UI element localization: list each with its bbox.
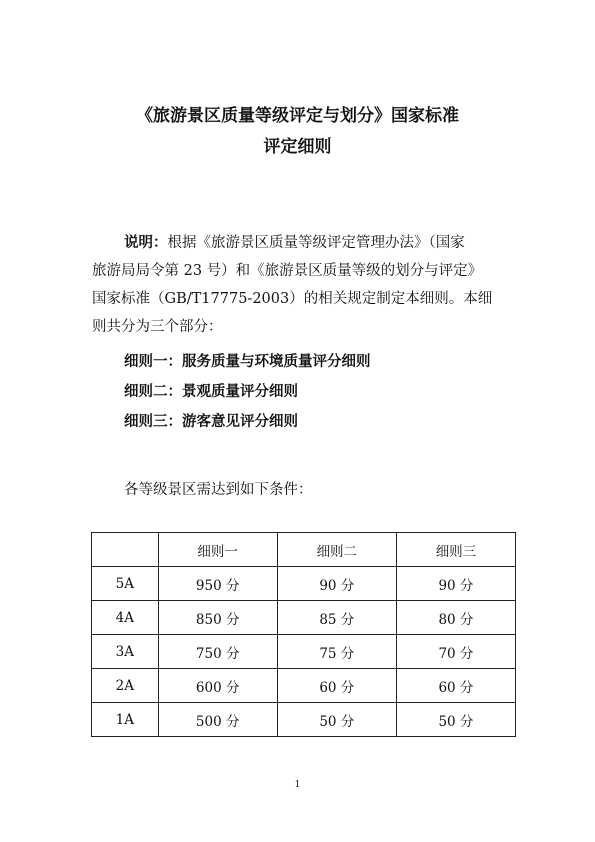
document-title: 《旅游景区质量等级评定与划分》国家标准 bbox=[136, 106, 459, 126]
score-cell: 60 分 bbox=[396, 669, 515, 703]
score-cell: 90 分 bbox=[277, 567, 396, 601]
intro-line-3: 国家标准（GB/T17775-2003）的相关规定制定本细则。本细 bbox=[92, 291, 493, 307]
intro-paragraph bbox=[92, 229, 512, 341]
page-number: 1 bbox=[294, 780, 301, 790]
table-header-row bbox=[92, 533, 516, 567]
score-cell: 50 分 bbox=[396, 703, 515, 737]
table-row bbox=[92, 601, 516, 635]
intro-text-1: 根据《旅游景区质量等级评定管理办法》（国家 bbox=[167, 235, 465, 251]
intro-line-1 bbox=[92, 229, 512, 257]
grade-cell: 4A bbox=[92, 601, 159, 635]
table-intro: 各等级景区需达到如下条件： bbox=[124, 482, 313, 498]
detail-item-2: 细则二：景观质量评分细则 bbox=[124, 384, 298, 400]
detail-item-1: 细则一：服务质量与环境质量评分细则 bbox=[124, 354, 371, 370]
grade-cell: 1A bbox=[92, 703, 159, 737]
score-cell: 950 分 bbox=[158, 567, 277, 601]
score-cell: 85 分 bbox=[277, 601, 396, 635]
score-cell: 90 分 bbox=[396, 567, 515, 601]
score-cell: 50 分 bbox=[277, 703, 396, 737]
score-cell: 850 分 bbox=[158, 601, 277, 635]
score-cell: 500 分 bbox=[158, 703, 277, 737]
table-header-cell: 细则二 bbox=[277, 533, 396, 567]
table-row bbox=[92, 567, 516, 601]
table-row bbox=[92, 635, 516, 669]
score-cell: 750 分 bbox=[158, 635, 277, 669]
grade-cell: 3A bbox=[92, 635, 159, 669]
score-cell: 60 分 bbox=[277, 669, 396, 703]
intro-line-4: 则共分为三个部分： bbox=[92, 319, 223, 335]
document-subtitle: 评定细则 bbox=[263, 137, 332, 157]
score-cell: 70 分 bbox=[396, 635, 515, 669]
grade-cell: 5A bbox=[92, 567, 159, 601]
table-header-cell bbox=[92, 533, 159, 567]
table-row bbox=[92, 669, 516, 703]
score-cell: 80 分 bbox=[396, 601, 515, 635]
score-cell: 600 分 bbox=[158, 669, 277, 703]
intro-line-2: 旅游局局令第 23 号）和《旅游景区质量等级的划分与评定》 bbox=[92, 263, 483, 279]
score-cell: 75 分 bbox=[277, 635, 396, 669]
table-header-cell: 细则一 bbox=[158, 533, 277, 567]
intro-lead: 说明： bbox=[124, 235, 168, 251]
table-row bbox=[92, 703, 516, 737]
grade-requirements-table bbox=[91, 532, 516, 737]
table-header-cell: 细则三 bbox=[396, 533, 515, 567]
grade-cell: 2A bbox=[92, 669, 159, 703]
detail-item-3: 细则三：游客意见评分细则 bbox=[124, 414, 298, 430]
